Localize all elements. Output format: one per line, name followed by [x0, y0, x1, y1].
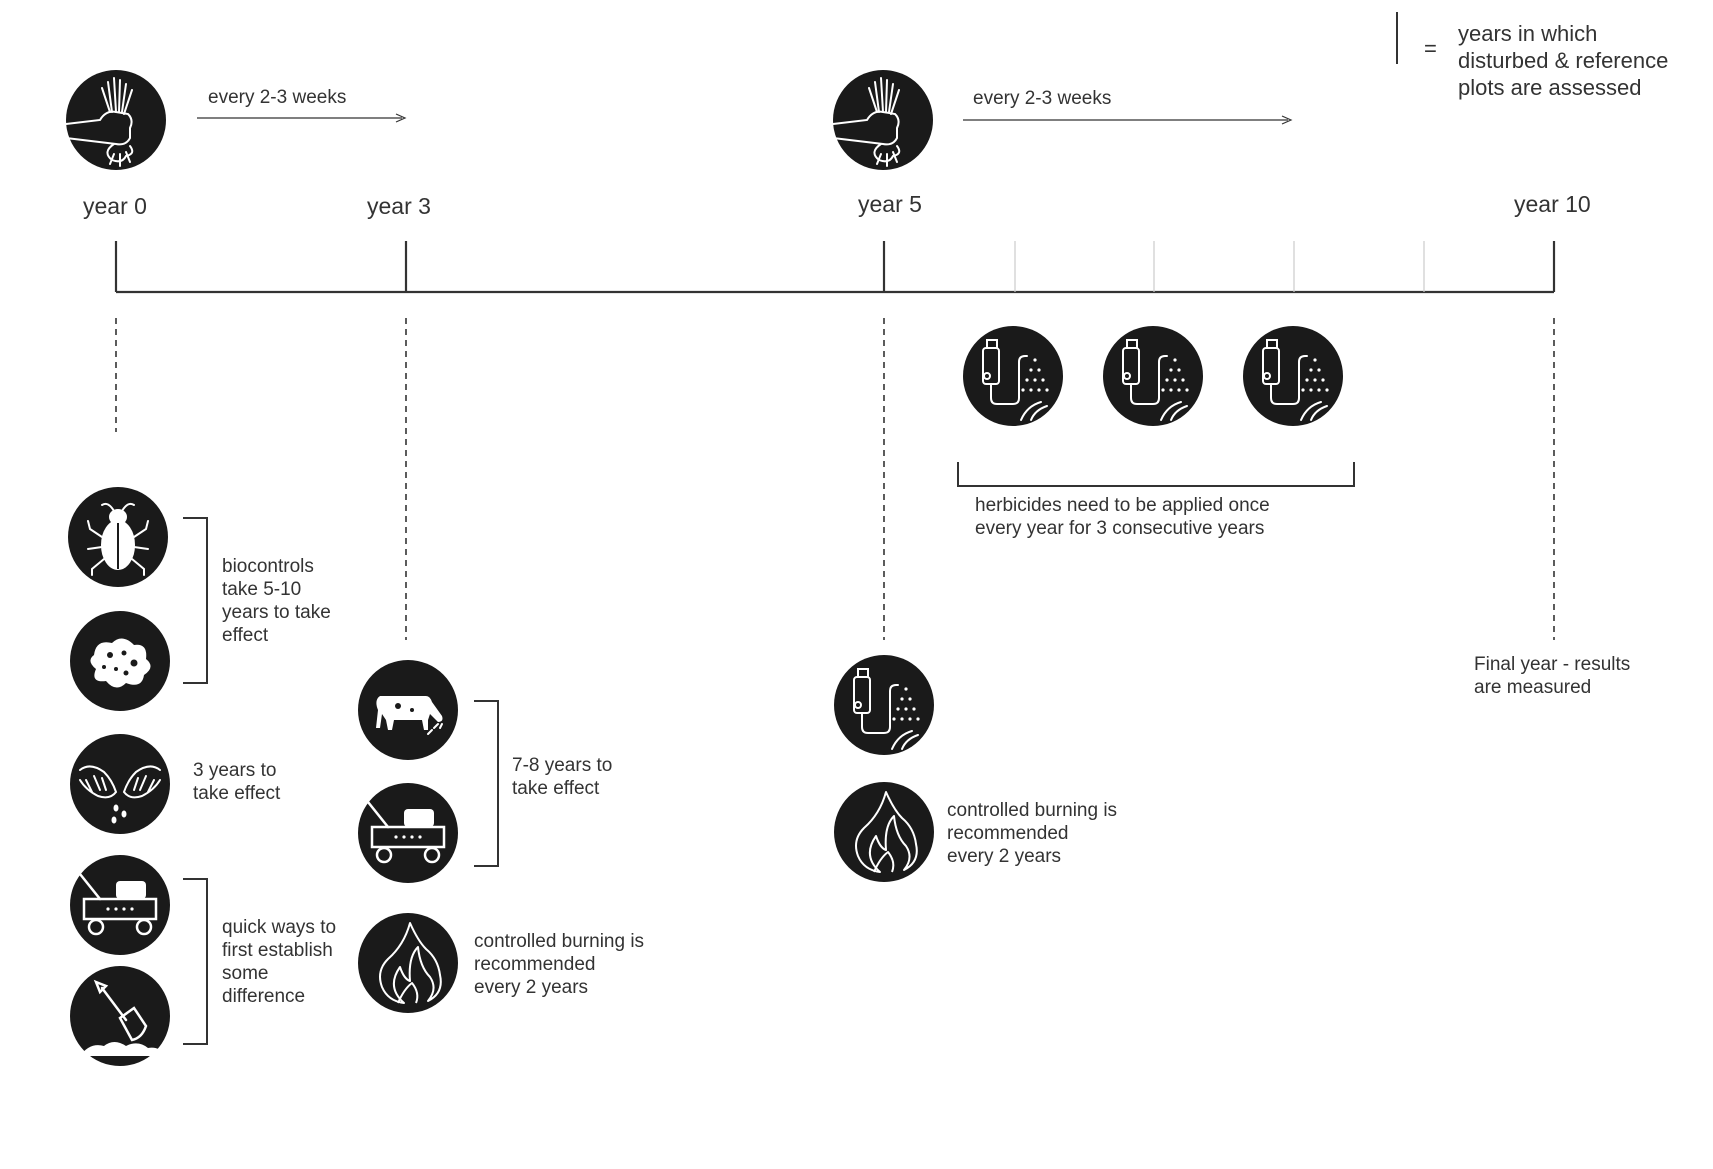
year-3-label: year 3: [367, 193, 431, 219]
arrow-1-label: every 2-3 weeks: [208, 87, 347, 108]
lawn-mower-icon: [358, 783, 458, 883]
arrow-2-label: every 2-3 weeks: [973, 88, 1112, 109]
year-0-label: year 0: [83, 193, 147, 219]
hands-seeding-icon: [70, 734, 170, 834]
hand-pulling-icon: [66, 70, 166, 170]
seven-eight-years-note: 7-8 years to take effect: [512, 755, 613, 799]
cow-grazing-icon: [358, 660, 458, 760]
final-year-note: Final year - results are measured: [1474, 654, 1631, 698]
burning-note-year-5: controlled burning is recommended every 2 years: [947, 800, 1118, 867]
timeline-axis: [116, 241, 1554, 292]
arrow-2: [963, 116, 1291, 124]
lawn-mower-icon: [70, 855, 170, 955]
arrow-1: [197, 114, 405, 122]
herbicide-sprayer-icon: [834, 655, 934, 755]
beetle-icon: [68, 487, 168, 587]
fire-icon: [834, 782, 934, 882]
fungus-icon: [70, 611, 170, 711]
hand-pulling-icon: [833, 70, 933, 170]
three-years-note: 3 years to take effect: [193, 760, 281, 804]
herbicide-sprayer-icon: [1103, 326, 1203, 426]
fire-icon: [358, 913, 458, 1013]
herbicides-note: herbicides need to be applied once every year for 3 consecutive years: [975, 495, 1270, 539]
shovel-icon: [70, 966, 170, 1066]
herbicide-sprayer-icon: [963, 326, 1063, 426]
burning-note-year-3: controlled burning is recommended every 2 years: [474, 931, 645, 998]
year-5-label: year 5: [858, 191, 922, 217]
quick-ways-note: quick ways to first establish some difference: [222, 917, 337, 1007]
legend-text: years in which disturbed & reference plots are assessed: [1458, 21, 1669, 100]
legend-equals: =: [1424, 36, 1437, 61]
year-10-label: year 10: [1514, 191, 1591, 217]
herbicide-sprayer-icon: [1243, 326, 1343, 426]
biocontrols-note: biocontrols take 5-10 years to take effect: [222, 556, 331, 646]
